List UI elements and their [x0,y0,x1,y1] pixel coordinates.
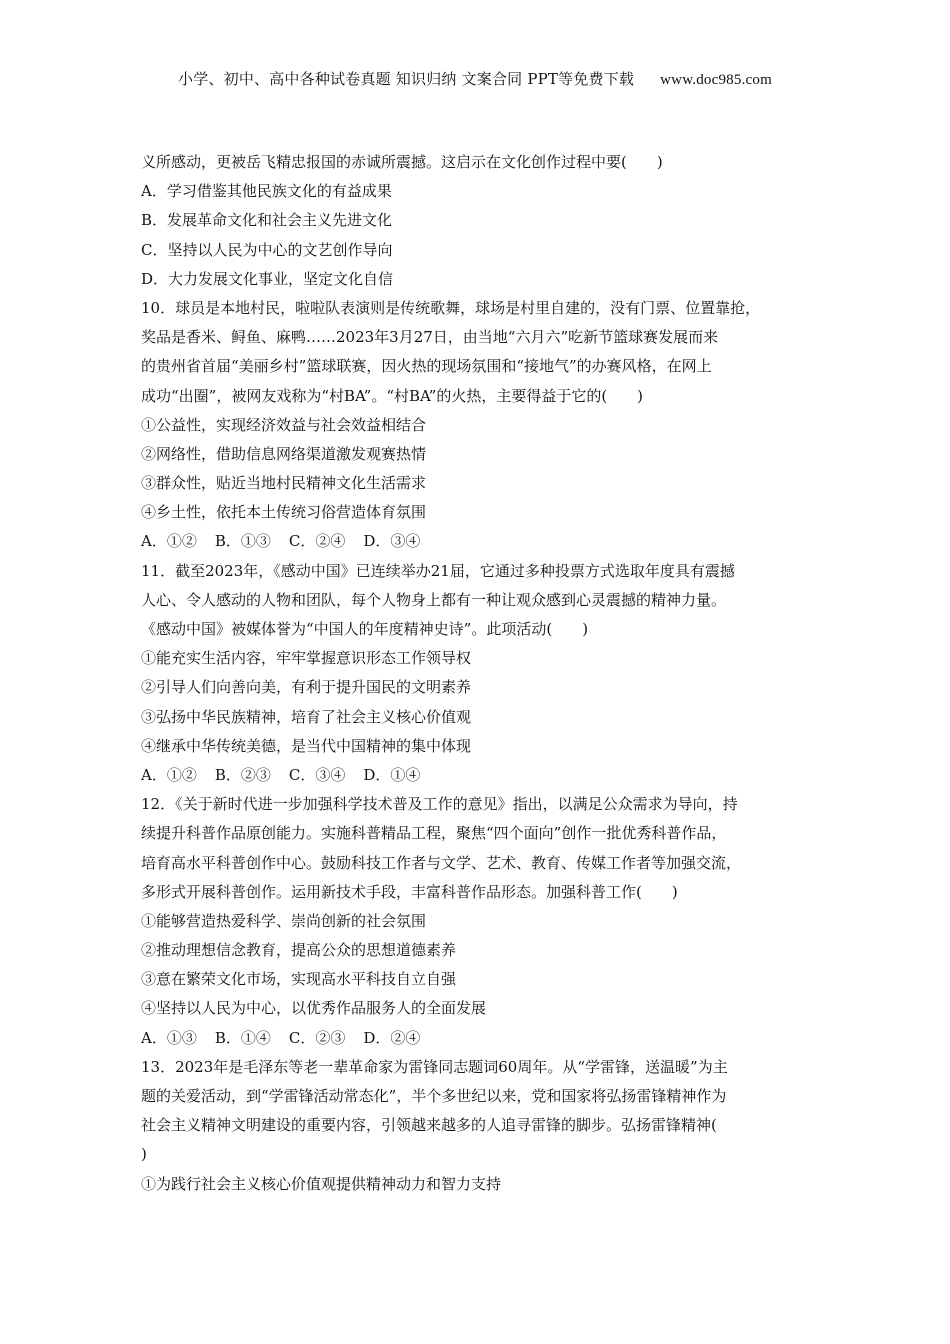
question-11 [141,557,831,791]
question-stem-line: 续提升科普作品原创能力。实施科普精品工程，聚焦“四个面向”创作一批优秀科普作品， [141,824,727,843]
question-stem-line: 11．截至2023年，《感动中国》已连续举办21届，它通过多种投票方式选取年度具有震撼 [141,561,735,580]
question-stem-line: 题的关爱活动，到“学雷锋活动常态化”，半个多世纪以来，党和国家将弘扬雷锋精神作为 [141,1087,727,1105]
statement-item: ②推动理想信念教育，提高公众的思想道德素养 [141,941,457,960]
question-stem-line: 12．《关于新时代进一步加强科学技术普及工作的意见》指出，以满足公众需求为导向，持 [141,795,738,814]
question-stem-line: 社会主义精神文明建设的重要内容，引领越来越多的人追寻雷锋的脚步。弘扬雷锋精神( [141,1116,717,1135]
question-stem-line: 奖品是香米、鲟鱼、麻鸭……2023年3月27日，由当地“六月六”吃新节篮球赛发展而来 [141,328,719,347]
answer-choices [141,1024,831,1053]
question-stem-line: 成功“出圈”，被网友戏称为“村BA”。“村BA”的火热，主要得益于它的( ) [141,386,644,405]
question-12 [141,790,831,1053]
question-stem-line: ) [141,1145,147,1164]
question-stem-line: 人心、令人感动的人物和团队，每个人物身上都有一种让观众感到心灵震撼的精神力量。 [141,590,727,609]
statement-item: ④继承中华传统美德，是当代中国精神的集中体现 [141,736,472,755]
statement-item: ②引导人们向善向美，有利于提升国民的文明素养 [141,678,472,697]
choice-d: D．②④ [363,1028,421,1047]
statement-item: ①能够营造热爱科学、崇尚创新的社会氛围 [141,911,427,930]
answer-choices [141,761,831,790]
choice-c: C．②③ [288,1028,346,1047]
option-d: D．大力发展文化事业，坚定文化自信 [141,269,394,288]
question-stem-line: 义所感动，更被岳飞精忠报国的赤诚所震撼。这启示在文化创作过程中要( ) [141,153,663,171]
question-stem-line: 培育高水平科普创作中心。鼓励科技工作者与文学、艺术、教育、传媒工作者等加强交流， [141,853,742,872]
choice-c: C．③④ [288,765,346,784]
statement-item: ④坚持以人民为中心，以优秀作品服务人的全面发展 [141,999,487,1018]
choice-a: A．①② [141,532,197,551]
question-stem-line: 的贵州省首届“美丽乡村”篮球联赛，因火热的现场氛围和“接地气”的办赛风格，在网上 [141,357,712,376]
question-stem-line: 多形式开展科普创作。运用新技术手段，丰富科普作品形态。加强科普工作( ) [141,882,678,901]
option-b: B．发展革命文化和社会主义先进文化 [141,211,393,230]
statement-item: ①为践行社会主义核心价值观提供精神动力和智力支持 [141,1174,502,1193]
statement-item: ③意在繁荣文化市场，实现高水平科技自立自强 [141,970,457,989]
header-text: 小学、初中、高中各种试卷真题 知识归纳 文案合同 PPT等免费下载 [178,70,635,88]
question-stem-line: 13．2023年是毛泽东等老一辈革命家为雷锋同志题词60周年。从“学雷锋，送温暖”为主 [141,1057,728,1076]
statement-item: ④乡土性，依托本土传统习俗营造体育氛围 [141,503,427,522]
choice-d: D．①④ [363,765,421,784]
statement-item: ③弘扬中华民族精神，培育了社会主义核心价值观 [141,707,472,726]
statement-item: ①公益性，实现经济效益与社会效益相结合 [141,415,427,434]
header-site: www.doc985.com [660,72,772,88]
choice-c: C．②④ [288,532,346,551]
question-stem-line: 《感动中国》被媒体誉为“中国人的年度精神史诗”。此项活动( ) [141,620,589,638]
question-stem-line: 10．球员是本地村民，啦啦队表演则是传统歌舞，球场是村里自建的，没有门票、位置靠抢， [141,298,761,317]
choice-a: A．①② [141,765,197,784]
choice-b: B．①③ [214,532,271,551]
answer-choices [141,527,831,556]
choice-d: D．③④ [363,532,421,551]
option-c: C．坚持以人民为中心的文艺创作导向 [141,240,393,259]
question-10 [141,294,831,557]
choice-b: B．①④ [214,1028,271,1047]
option-a: A．学习借鉴其他民族文化的有益成果 [141,182,392,201]
choice-b: B．②③ [214,765,271,784]
statement-item: ③群众性，贴近当地村民精神文化生活需求 [141,474,427,493]
statement-item: ①能充实生活内容，牢牢掌握意识形态工作领导权 [141,649,472,668]
exam-content [141,148,831,1199]
page-header [0,68,950,89]
choice-a: A．①③ [141,1028,197,1047]
question-9 [141,148,831,294]
statement-item: ②网络性，借助信息网络渠道激发观赛热情 [141,444,427,463]
question-13 [141,1053,831,1199]
